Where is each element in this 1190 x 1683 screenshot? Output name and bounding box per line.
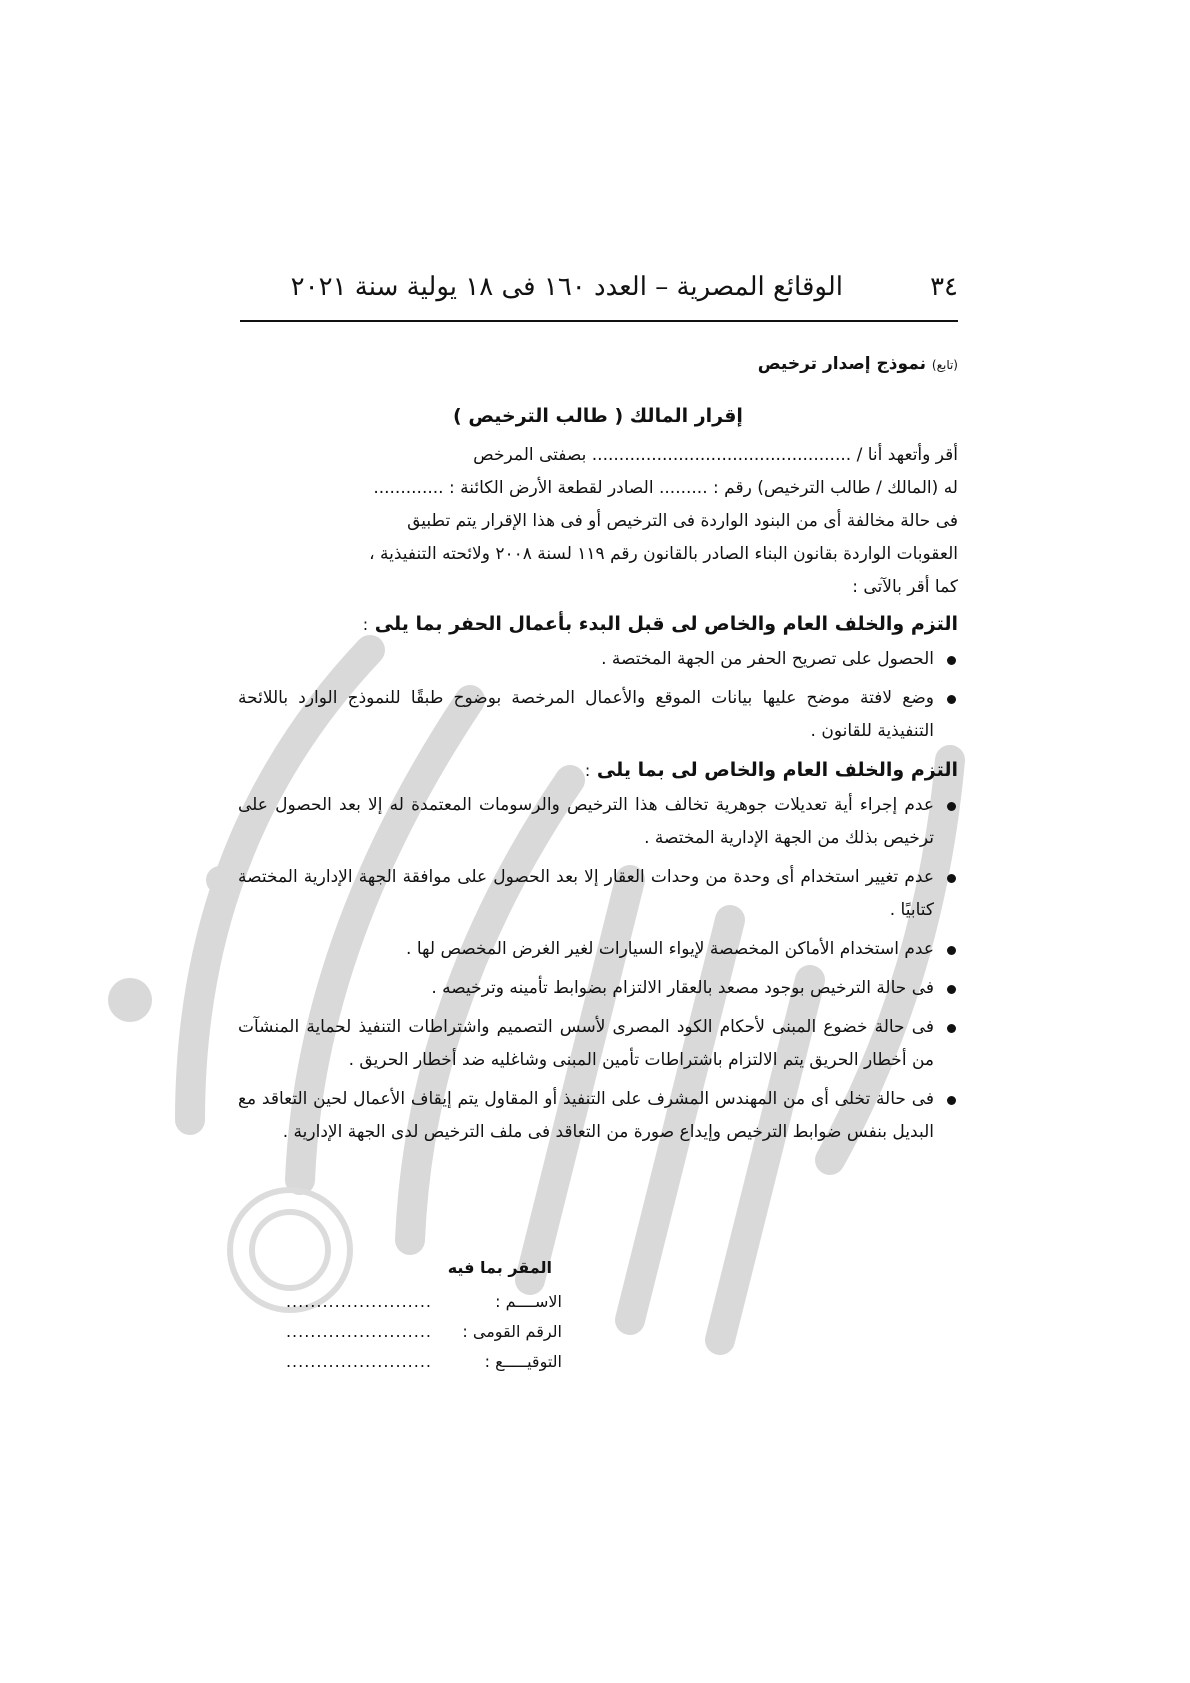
signature-heading: المقر بما فيه <box>447 1258 552 1277</box>
section-heading-before-excavation <box>238 608 958 641</box>
intro-line: فى حالة مخالفة أى من البنود الواردة فى الترخيص أو فى هذا الإقرار يتم تطبيق <box>407 511 958 531</box>
section-heading-obligations <box>238 754 958 787</box>
bullet-icon <box>947 1096 956 1105</box>
section-title: التزم والخلف العام والخاص لى بما يلى <box>596 759 958 781</box>
list-item <box>238 643 958 676</box>
section1-list <box>238 643 958 748</box>
list-item <box>238 1011 958 1077</box>
section2-list <box>238 789 958 1149</box>
section-title: التزم والخلف العام والخاص لى قبل البدء بأعمال الحفر بما يلى <box>374 613 958 635</box>
signature-block <box>262 1258 562 1377</box>
intro-line: أقر وأتعهد أنا / ................................................ بصفتى المرخص <box>473 445 958 465</box>
name-label: الاســــم : <box>495 1292 562 1311</box>
list-item <box>238 861 958 927</box>
continuation-heading <box>238 348 958 382</box>
bullet-icon <box>947 1024 956 1033</box>
page-number: ٣٤ <box>930 272 958 302</box>
list-item-text: فى حالة الترخيص بوجود مصعد بالعقار الالتزام بضوابط تأمينه وترخيصه . <box>431 978 934 998</box>
section-colon: : <box>584 761 591 780</box>
signature-row-name <box>262 1287 562 1317</box>
form-title: نموذج إصدار ترخيص <box>757 354 926 374</box>
bullet-icon <box>947 656 956 665</box>
signature-field: ........................ <box>285 1352 432 1371</box>
list-item-text: عدم تغيير استخدام أى وحدة من وحدات العقار إلا بعد الحصول على موافقة الجهة الإدارية المختصة كتابيًا . <box>238 867 934 920</box>
intro-line: كما أقر بالآتى : <box>852 577 958 597</box>
bullet-icon <box>947 874 956 883</box>
section-colon: : <box>362 615 369 634</box>
name-field: ........................ <box>285 1292 432 1311</box>
list-item <box>238 933 958 966</box>
bullet-icon <box>947 985 956 994</box>
national-id-label: الرقم القومى : <box>462 1322 562 1341</box>
list-item <box>238 1083 958 1149</box>
list-item-text: عدم إجراء أية تعديلات جوهرية تخالف هذا الترخيص والرسومات المعتمدة له إلا بعد الحصول على ترخيص بذلك من الجهة الإدارية المختصة . <box>238 795 934 848</box>
document-body <box>238 348 958 1155</box>
list-item <box>238 789 958 855</box>
list-item-text: فى حالة خضوع المبنى لأحكام الكود المصرى لأسس التصميم واشتراطات التنفيذ لحماية المنشآت من أخطار الحريق يتم الالتزام باشتراطات تأمين المبنى وشاغليه ضد أخطار الحريق . <box>238 1017 934 1070</box>
list-item-text: الحصول على تصريح الحفر من الجهة المختصة . <box>601 649 934 669</box>
list-item-text: فى حالة تخلى أى من المهندس المشرف على التنفيذ أو المقاول يتم إيقاف الأعمال لحين التعاقد مع البديل بنفس ضوابط الترخيص وإيداع صورة من التعاقد فى ملف الترخيص لدى الجهة الإدارية . <box>238 1089 934 1142</box>
bullet-icon <box>947 695 956 704</box>
intro-paragraph <box>238 439 958 604</box>
list-item-text: عدم استخدام الأماكن المخصصة لإيواء السيارات لغير الغرض المخصص لها . <box>406 939 934 959</box>
declaration-title: إقرار المالك ( طالب الترخيص ) <box>453 405 743 427</box>
bullet-icon <box>947 946 956 955</box>
intro-line: العقوبات الواردة بقانون البناء الصادر بالقانون رقم ١١٩ لسنة ٢٠٠٨ ولائحته التنفيذية ، <box>369 544 958 564</box>
page-header <box>238 272 958 312</box>
list-item <box>238 972 958 1005</box>
continuation-label: (تابع) <box>931 358 958 372</box>
intro-line: له (المالك / طالب الترخيص) رقم : ......... الصادر لقطعة الأرض الكائنة : ............. <box>373 478 958 498</box>
signature-row-signature <box>262 1347 562 1377</box>
signature-label: التوقيـــــع : <box>484 1352 562 1371</box>
list-item-text: وضع لافتة موضح عليها بيانات الموقع والأعمال المرخصة بوضوح طبقًا للنموذج الوارد باللائحة التنفيذية للقانون . <box>238 688 934 741</box>
gazette-title: الوقائع المصرية – العدد ١٦٠ فى ١٨ يولية سنة ٢٠٢١ <box>290 272 843 302</box>
bullet-icon <box>947 802 956 811</box>
national-id-field: ........................ <box>285 1322 432 1341</box>
list-item <box>238 682 958 748</box>
signature-row-national-id <box>262 1317 562 1347</box>
header-rule <box>240 320 958 322</box>
